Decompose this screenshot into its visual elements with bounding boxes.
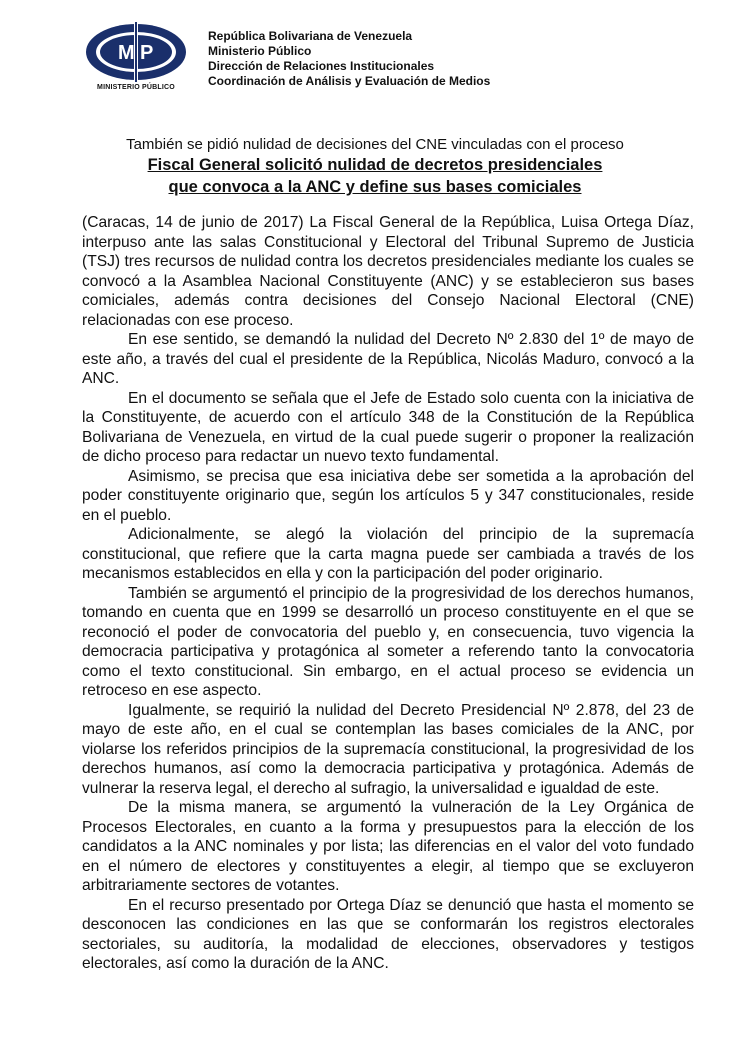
- paragraph-2: En ese sentido, se demandó la nulidad del Decreto Nº 2.830 del 1º de mayo de este año, a través del cual el presidente de la República, Nicolás Maduro, convocó a la ANC.: [82, 331, 694, 387]
- paragraph-3: En el documento se señala que el Jefe de Estado solo cuenta con la iniciativa de la Constituyente, de acuerdo con el artículo 348 de la Constitución de la República Bolivariana de Venezuela, en virtud de la cual puede sugerir o proponer la realización de dicho proceso para redactar un nuevo texto fundamental.: [82, 389, 694, 465]
- paragraph-5: Adicionalmente, se alegó la violación del principio de la supremacía constitucional, que refiere que la carta magna puede ser cambiada a través de los mecanismos establecidos en ella y con la participación del poder originario.: [82, 526, 694, 582]
- svg-text:P: P: [140, 42, 154, 64]
- header-country: República Bolivariana de Venezuela: [208, 29, 413, 43]
- svg-text:M: M: [118, 42, 135, 64]
- paragraph-8: De la misma manera, se argumentó la vulneración de la Ley Orgánica de Procesos Electorales, en cuanto a la forma y presupuestos para la elección de los candidatos a la ANC nominales y por lista; las diferencias en el valor del voto fundado en el número de electores y constituyentes a elegir, al tiempo que se excluyeron arbitrariamente sectores de votantes.: [82, 799, 694, 894]
- paragraph-4: Asimismo, se precisa que esa iniciativa debe ser sometida a la aprobación del poder constituyente originario que, según los artículos 5 y 347 constitucionales, reside en el pueblo.: [82, 467, 694, 524]
- headline-line-1: Fiscal General solicitó nulidad de decretos presidenciales: [147, 156, 603, 174]
- institution-header: [208, 29, 490, 89]
- header-coordination: Coordinación de Análisis y Evaluación de Medios: [208, 74, 491, 88]
- ministerio-publico-logo: [80, 18, 192, 100]
- header-ministry: Ministerio Público: [208, 44, 312, 58]
- article-kicker: También se pidió nulidad de decisiones del CNE vinculadas con el proceso: [126, 136, 624, 153]
- header-direction: Dirección de Relaciones Institucionales: [208, 59, 435, 73]
- mp-emblem-icon: [80, 18, 192, 88]
- headline-line-2: que convoca a la ANC y define sus bases comiciales: [168, 178, 582, 196]
- paragraph-7: Igualmente, se requirió la nulidad del Decreto Presidencial Nº 2.878, del 23 de mayo de este año, en el cual se contemplan las bases comiciales de la ANC, por violarse los referidos principios de la supremacía constitucional, la progresividad de los derechos humanos, así como la democracia participativa y protagónica. Además de vulnerar la reserva legal, el derecho al sufragio, la universalidad e igualdad de este.: [82, 701, 694, 797]
- paragraph-6: También se argumentó el principio de la progresividad de los derechos humanos, tomando en cuenta que en 1999 se desarrolló un proceso constituyente en el que se reconoció el poder de convocatoria del pueblo y, en consecuencia, tuvo vigencia la democracia participativa y protagónica al someter a referendo tanto la convocatoria como el texto constitucional. Sin embargo, en el actual proceso se evidencia un retroceso en ese aspecto.: [82, 584, 694, 699]
- paragraph-9: En el recurso presentado por Ortega Díaz se denunció que hasta el momento se desconocen las condiciones en las que se conformarán los registros electorales sectoriales, su auditoría, la modalidad de elecciones, observadores y testigos electorales, así como la duración de la ANC.: [82, 896, 694, 972]
- article-body: [82, 213, 694, 974]
- article-headline: [0, 154, 750, 198]
- paragraph-1: (Caracas, 14 de junio de 2017) La Fiscal General de la República, Luisa Ortega Díaz, interpuso ante las salas Constitucional y Electoral del Tribunal Supremo de Justicia (TSJ) tres recursos de nulidad contra los decretos presidenciales mediante los cuales se convocó a la Asamblea Nacional Constituyente (ANC) y se establecieron sus bases comiciales, además contra decisiones del Consejo Nacional Electoral (CNE) relacionadas con ese proceso.: [82, 214, 694, 329]
- logo-caption: MINISTERIO PÚBLICO: [97, 84, 175, 91]
